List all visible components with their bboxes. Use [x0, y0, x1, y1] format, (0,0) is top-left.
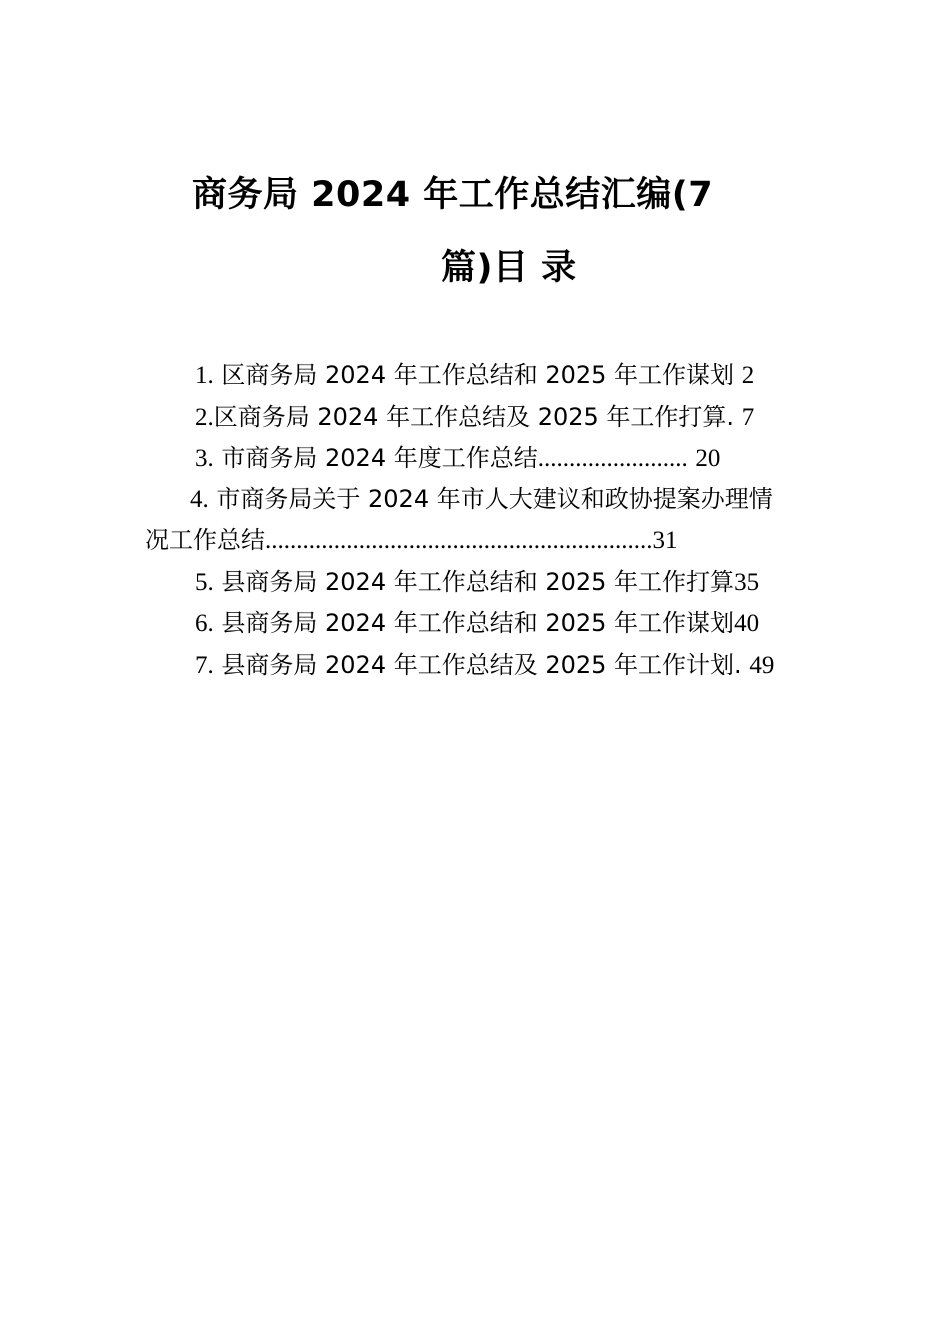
- toc-entry-title: 区商务局 2024 年工作总结和 2025 年工作谋划: [221, 361, 735, 389]
- toc-entry-6[interactable]: [195, 608, 759, 639]
- toc-entry-page: 2: [741, 362, 755, 389]
- toc-entry-leader: ..............................................................: [265, 527, 653, 554]
- toc-entry-page: 49: [749, 652, 775, 679]
- toc-entry-1[interactable]: [195, 360, 754, 391]
- toc-entry-5[interactable]: [195, 567, 759, 598]
- toc-entry-title: 县商务局 2024 年工作总结和 2025 年工作谋划: [221, 609, 735, 637]
- toc-entry-page: 7: [741, 404, 755, 431]
- toc-entry-4[interactable]: [190, 484, 773, 515]
- toc-entry-2[interactable]: [195, 402, 754, 433]
- toc-entry-title-continued: 况工作总结: [145, 526, 265, 554]
- toc-entry-number: 3.: [195, 445, 214, 472]
- toc-entry-page: 40: [734, 610, 760, 637]
- toc-entry-title: 区商务局 2024 年工作总结及 2025 年工作打算.: [213, 403, 735, 431]
- toc-entry-page: 31: [652, 527, 678, 554]
- toc-entry-page: 35: [734, 569, 760, 596]
- toc-entry-title: 市商务局 2024 年度工作总结: [221, 444, 538, 472]
- toc-entry-7[interactable]: [195, 650, 774, 681]
- toc-entry-3[interactable]: [195, 443, 720, 474]
- document-title-line-2: 篇)目 录: [441, 248, 577, 288]
- toc-entry-title: 县商务局 2024 年工作总结和 2025 年工作打算: [221, 568, 735, 596]
- toc-entry-title: 市商务局关于 2024 年市人大建议和政协提案办理情: [216, 485, 773, 513]
- toc-entry-page: 20: [695, 445, 721, 472]
- toc-entry-title: 县商务局 2024 年工作总结及 2025 年工作计划.: [221, 651, 742, 679]
- toc-entry-number: 5.: [195, 569, 214, 596]
- document-title-line-1: 商务局 2024 年工作总结汇编(7: [192, 175, 714, 215]
- toc-entry-number: 7.: [195, 652, 214, 679]
- toc-entry-number: 4.: [190, 486, 209, 513]
- toc-entry-number: 1.: [195, 362, 214, 389]
- toc-entry-leader: ........................: [537, 445, 688, 472]
- toc-entry-number: 6.: [195, 610, 214, 637]
- toc-entry-4-continuation[interactable]: [145, 525, 678, 556]
- toc-entry-number: 2.: [195, 404, 214, 431]
